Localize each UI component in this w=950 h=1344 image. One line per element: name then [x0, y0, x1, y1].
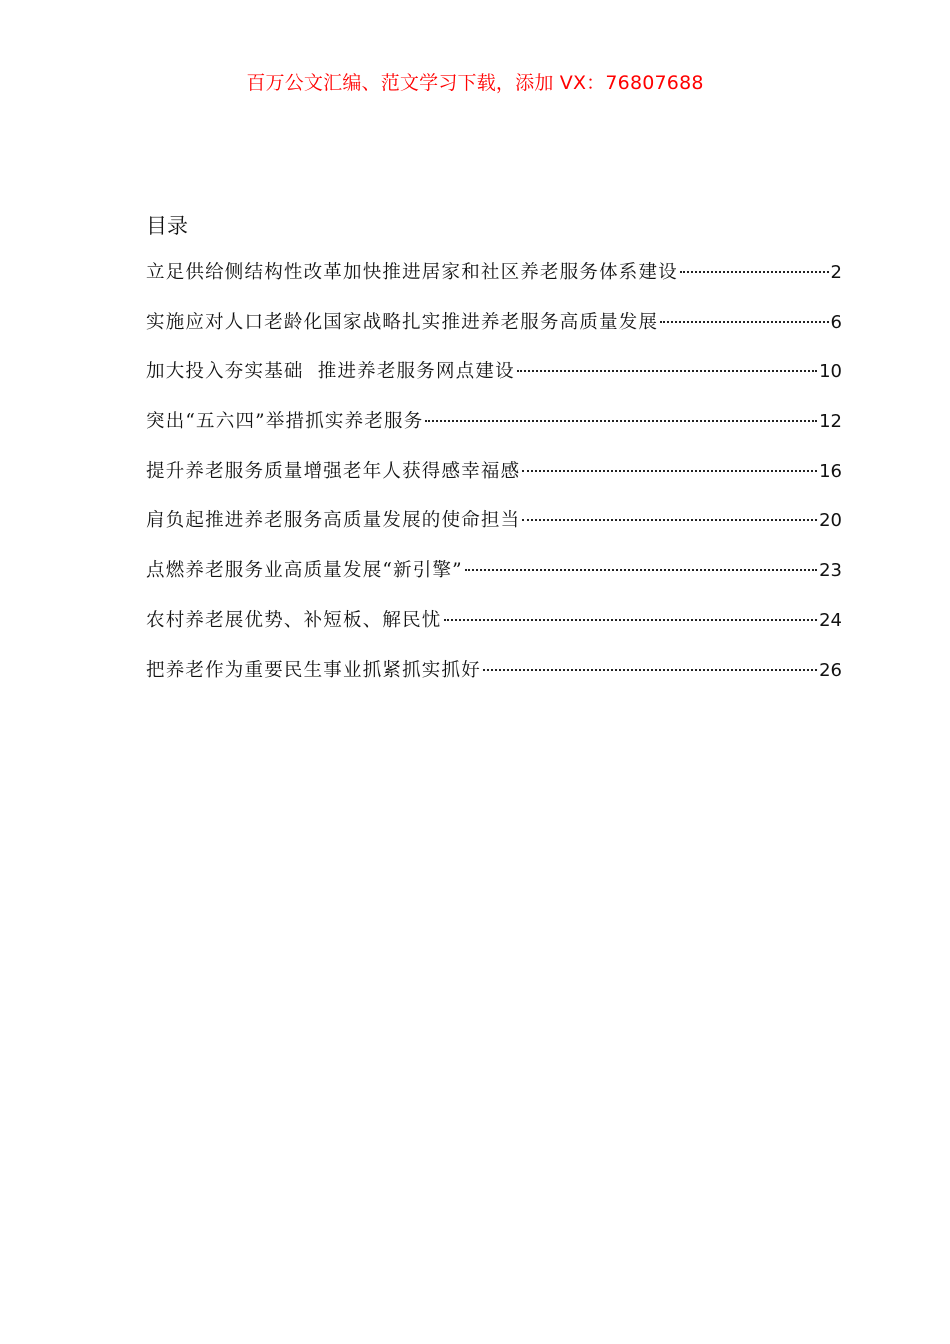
- toc-entry[interactable]: [146, 308, 842, 358]
- toc-leader-dots: [522, 470, 817, 472]
- toc-entry[interactable]: [146, 556, 842, 606]
- toc-entry-title: 肩负起推进养老服务高质量发展的使命担当: [146, 510, 521, 532]
- toc-entry[interactable]: [146, 258, 842, 308]
- toc-entry-title: 实施应对人口老龄化国家战略扎实推进养老服务高质量发展: [146, 311, 659, 333]
- toc-leader-dots: [483, 669, 817, 671]
- toc-leader-dots: [444, 619, 818, 621]
- toc-leader-dots: [680, 271, 829, 273]
- toc-entry-page: 10: [819, 361, 842, 383]
- toc-entry[interactable]: [146, 407, 842, 457]
- toc-entry-title: 突出“五六四”举措抓实养老服务: [146, 411, 424, 433]
- toc-leader-dots: [425, 420, 817, 422]
- toc-entry-page: 2: [830, 262, 842, 283]
- toc-entry-title: 农村养老展优势、补短板、解民忧: [146, 609, 442, 631]
- toc-entry-page: 26: [819, 659, 842, 681]
- toc-entry-title: 提升养老服务质量增强老年人获得感幸福感: [146, 460, 521, 482]
- toc-entry-title: 立足供给侧结构性改革加快推进居家和社区养老服务体系建设: [146, 262, 678, 283]
- header-watermark-note: 百万公文汇编、范文学习下载，添加 VX：76807688: [246, 72, 704, 94]
- toc-entry[interactable]: [146, 357, 842, 407]
- toc-title: 目录: [146, 214, 188, 238]
- toc-entry-page: 23: [819, 560, 842, 582]
- toc-entry-page: 20: [819, 510, 842, 532]
- toc-leader-dots: [517, 370, 817, 372]
- toc-entry-page: 6: [830, 311, 842, 333]
- toc-entry[interactable]: [146, 457, 842, 507]
- toc-entry[interactable]: [146, 606, 842, 656]
- toc-entry-title: 点燃养老服务业高质量发展“新引擎”: [146, 560, 463, 582]
- toc-list: [146, 258, 842, 705]
- toc-leader-dots: [660, 321, 828, 323]
- toc-entry-title: 把养老作为重要民生事业抓紧抓实抓好: [146, 659, 481, 681]
- toc-leader-dots: [465, 569, 817, 571]
- toc-leader-dots: [522, 519, 817, 521]
- toc-entry[interactable]: [146, 656, 842, 706]
- toc-entry-page: 24: [819, 609, 842, 631]
- toc-entry-page: 16: [819, 460, 842, 482]
- toc-entry-title: 加大投入夯实基础 推进养老服务网点建设: [146, 361, 515, 383]
- toc-entry[interactable]: [146, 506, 842, 556]
- toc-entry-page: 12: [819, 411, 842, 433]
